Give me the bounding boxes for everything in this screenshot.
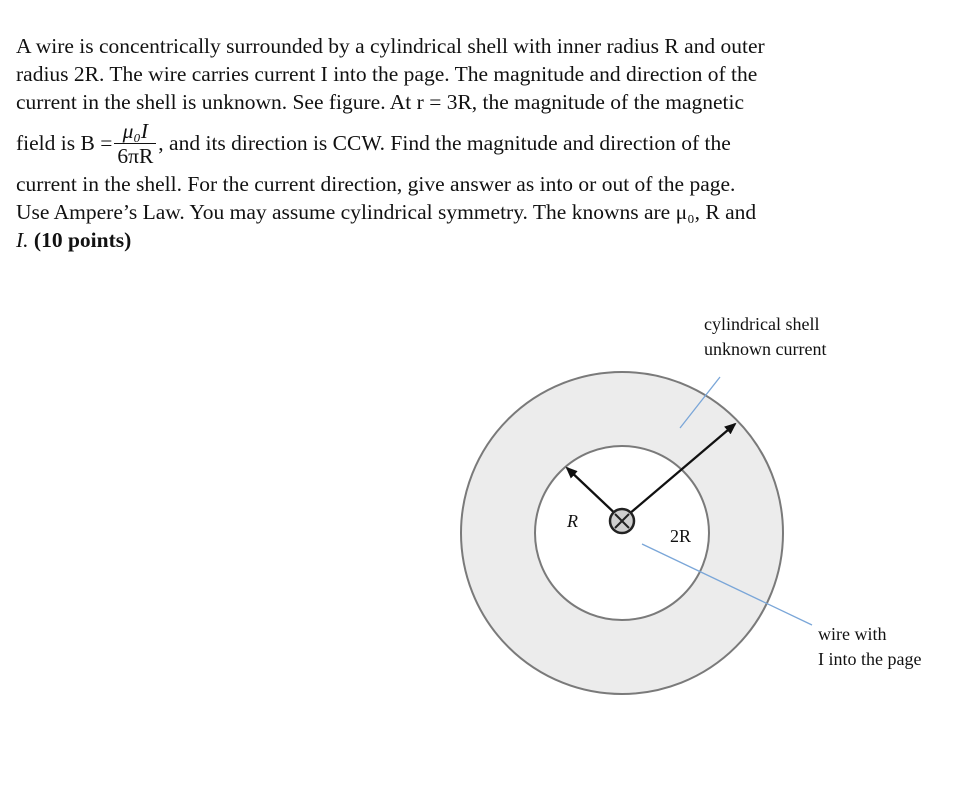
outer-radius-label — [670, 524, 691, 549]
problem-line-1: A wire is concentrically surrounded by a cylindrical shell with inner radius R and outer — [16, 34, 765, 58]
shell-label-line-2: unknown current — [704, 339, 827, 359]
problem-line-6: Use Ampere’s Law. You may assume cylindrical symmetry. The knowns are μ₀, R and — [16, 200, 757, 224]
fraction-numerator: μ₀I — [114, 119, 156, 144]
wire-label — [818, 622, 921, 672]
field-equation-suffix: , and its direction is CCW. Find the magnitude and direction of the — [158, 131, 731, 155]
problem-line-5: current in the shell. For the current direction, give answer as into or out of the page. — [16, 172, 736, 196]
wire-label-line-2: I into the page — [818, 649, 922, 669]
field-equation-prefix: field is B = — [16, 131, 113, 155]
wire-into-page-icon — [610, 509, 634, 533]
inner-radius-label: R — [567, 511, 578, 531]
problem-line-2: radius 2R. The wire carries current I into the page. The magnitude and direction of the — [16, 62, 758, 86]
points-label: (10 points) — [33, 228, 132, 252]
problem-line-3: current in the shell is unknown. See figure. At r = 3R, the magnitude of the magnetic — [16, 90, 745, 114]
outer-radius-text: 2R — [670, 526, 692, 546]
shell-label — [704, 312, 826, 362]
known-current-symbol: I. — [16, 228, 29, 252]
wire-label-line-1: wire with — [818, 624, 887, 644]
shell-label-line-1: cylindrical shell — [704, 314, 820, 334]
fraction-denominator: 6πR — [117, 143, 154, 168]
